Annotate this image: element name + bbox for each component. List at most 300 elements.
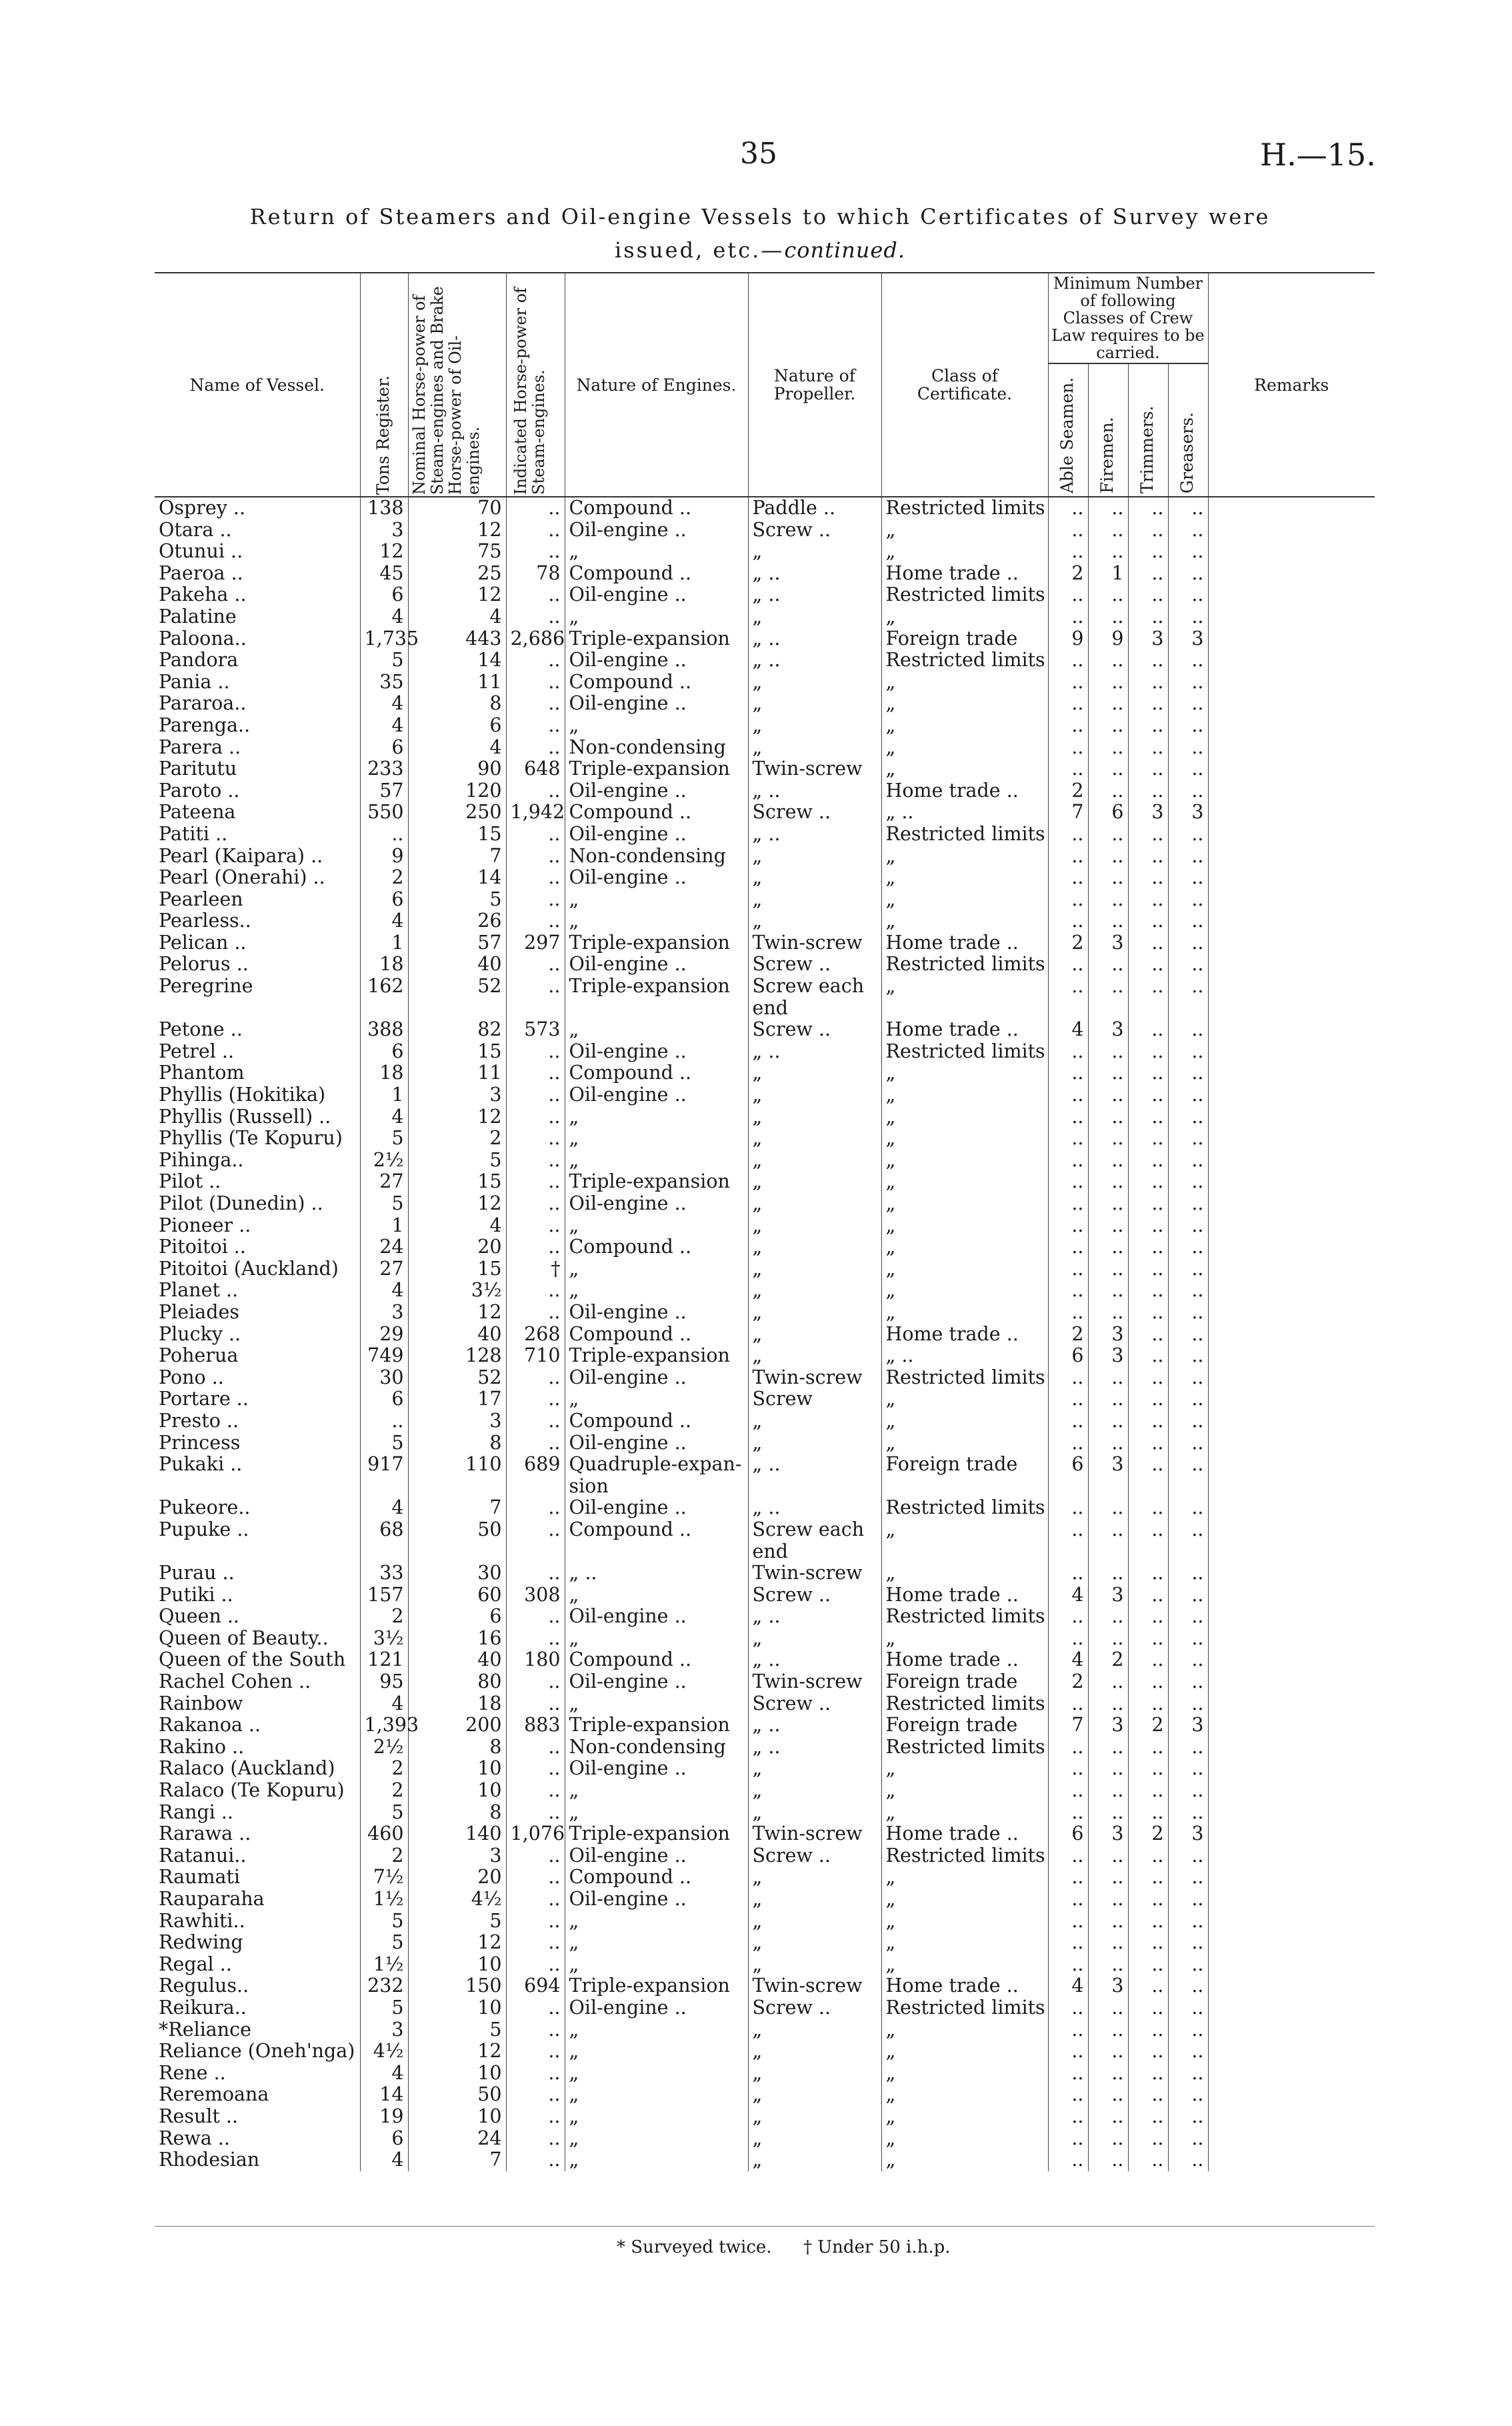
vessel-name-cell: Parenga..: [159, 714, 251, 736]
able-seamen-cell: 7: [1048, 802, 1088, 824]
tons-register-cell: 30: [360, 1367, 408, 1389]
remarks-cell: [1208, 1258, 1375, 1280]
col-header-nominal-hp-text: Nominal Horse-power of Steam-engines and Brake Horse-power of Oil-engines.: [409, 286, 483, 495]
nature-of-engines-cell: Triple-expansion: [565, 1975, 748, 1997]
firemen-cell: ..: [1088, 846, 1128, 868]
nature-of-engines-cell: Oil-engine ..: [565, 1367, 748, 1389]
class-of-certificate-cell: Home trade ..: [881, 780, 1048, 802]
table-row: [155, 1562, 1375, 1584]
greasers-cell: ..: [1168, 1975, 1208, 1997]
nominal-hp-cell: 200: [408, 1714, 506, 1736]
remarks-cell: [1208, 1997, 1375, 2019]
vessel-name-cell: Poherua: [159, 1344, 239, 1367]
nature-of-propeller-cell: „: [748, 1911, 881, 1933]
nature-of-engines-cell: „: [565, 1693, 748, 1715]
table-row: [155, 1693, 1375, 1715]
remarks-cell: [1208, 519, 1375, 541]
nature-of-engines-cell: Compound ..: [565, 497, 748, 519]
trimmers-cell: ..: [1128, 1215, 1168, 1237]
class-of-certificate-cell: „: [881, 2106, 1048, 2128]
col-header-able-seamen: [1048, 363, 1088, 497]
nature-of-propeller-cell: „: [748, 867, 881, 889]
col-header-indicated-hp: [506, 273, 565, 497]
nature-of-engines-cell: „: [565, 2106, 748, 2128]
firemen-cell: ..: [1088, 2084, 1128, 2106]
indicated-hp-cell: ..: [506, 1041, 565, 1063]
table-body: [155, 497, 1375, 2171]
table-row: [155, 672, 1375, 694]
remarks-cell: [1208, 1519, 1375, 1541]
remarks-cell: [1208, 737, 1375, 759]
firemen-cell: ..: [1088, 1128, 1128, 1150]
nature-of-engines-cell: Triple-expansion: [565, 1171, 748, 1193]
class-of-certificate-cell: „: [881, 672, 1048, 694]
greasers-cell: ..: [1168, 1367, 1208, 1389]
able-seamen-cell: ..: [1048, 672, 1088, 694]
remarks-cell: [1208, 780, 1375, 802]
nature-of-engines-cell: Oil-engine ..: [565, 867, 748, 889]
nature-of-propeller-cell: „: [748, 1324, 881, 1346]
trimmers-cell: ..: [1128, 1975, 1168, 1997]
firemen-cell: ..: [1088, 1997, 1128, 2019]
table-row: [155, 1432, 1375, 1454]
nominal-hp-cell: 6: [408, 1606, 506, 1628]
table-row: [155, 1649, 1375, 1671]
remarks-cell: [1208, 1823, 1375, 1845]
remarks-cell: [1208, 1845, 1375, 1867]
indicated-hp-cell: 1,076: [506, 1823, 565, 1845]
nominal-hp-cell: 75: [408, 541, 506, 563]
nature-of-engines-cell: Oil-engine ..: [565, 1497, 748, 1519]
table-row: [155, 1302, 1375, 1324]
nature-of-propeller-cell: „: [748, 1889, 881, 1911]
greasers-cell: ..: [1168, 1736, 1208, 1758]
nominal-hp-cell: 10: [408, 1780, 506, 1802]
nature-of-engines-cell: „: [565, 910, 748, 932]
vessel-name-cell: Rainbow: [159, 1692, 243, 1714]
class-of-certificate-cell: „: [881, 1062, 1048, 1084]
nature-of-propeller-cell: „: [748, 910, 881, 932]
able-seamen-cell: ..: [1048, 1215, 1088, 1237]
nature-of-propeller-cell: „: [748, 2149, 881, 2171]
trimmers-cell: ..: [1128, 2149, 1168, 2171]
trimmers-cell: ..: [1128, 1997, 1168, 2019]
indicated-hp-cell: ..: [506, 541, 565, 563]
class-of-certificate-cell: „: [881, 1388, 1048, 1410]
tons-register-cell: 5: [360, 650, 408, 672]
greasers-cell: ..: [1168, 1084, 1208, 1106]
trimmers-cell: [1128, 1541, 1168, 1563]
vessel-name-cell: *Reliance: [159, 2018, 251, 2041]
class-of-certificate-cell: „: [881, 1780, 1048, 1802]
nature-of-propeller-cell: „ ..: [748, 1606, 881, 1628]
nominal-hp-cell: 8: [408, 1432, 506, 1454]
able-seamen-cell: ..: [1048, 2084, 1088, 2106]
able-seamen-cell: [1048, 998, 1088, 1020]
firemen-cell: ..: [1088, 1280, 1128, 1302]
indicated-hp-cell: †: [506, 1258, 565, 1280]
nominal-hp-cell: 7: [408, 2149, 506, 2171]
firemen-cell: ..: [1088, 1867, 1128, 1889]
trimmers-cell: ..: [1128, 1454, 1168, 1476]
remarks-cell: [1208, 1128, 1375, 1150]
table-row: [155, 780, 1375, 802]
remarks-cell: [1208, 2084, 1375, 2106]
nature-of-propeller-cell: „: [748, 1932, 881, 1954]
tons-register-cell: 68: [360, 1519, 408, 1541]
nature-of-engines-cell: Oil-engine ..: [565, 650, 748, 672]
nominal-hp-cell: 3½: [408, 1280, 506, 1302]
tons-register-cell: 95: [360, 1671, 408, 1693]
nature-of-engines-cell: Oil-engine ..: [565, 1671, 748, 1693]
trimmers-cell: ..: [1128, 2106, 1168, 2128]
trimmers-cell: ..: [1128, 563, 1168, 585]
table-row: [155, 1867, 1375, 1889]
greasers-cell: 3: [1168, 1714, 1208, 1736]
greasers-cell: ..: [1168, 1649, 1208, 1671]
tons-register-cell: [360, 1541, 408, 1563]
nature-of-propeller-cell: „ ..: [748, 1736, 881, 1758]
indicated-hp-cell: ..: [506, 1410, 565, 1432]
remarks-cell: [1208, 1714, 1375, 1736]
firemen-cell: [1088, 1541, 1128, 1563]
nature-of-propeller-cell: Screw ..: [748, 1019, 881, 1041]
nominal-hp-cell: 10: [408, 1997, 506, 2019]
firemen-cell: 2: [1088, 1649, 1128, 1671]
vessel-name-cell: Rakino ..: [159, 1735, 245, 1758]
trimmers-cell: ..: [1128, 867, 1168, 889]
nominal-hp-cell: 50: [408, 2084, 506, 2106]
tons-register-cell: 917: [360, 1454, 408, 1476]
class-of-certificate-cell: Restricted limits: [881, 1736, 1048, 1758]
trimmers-cell: ..: [1128, 910, 1168, 932]
trimmers-cell: 2: [1128, 1823, 1168, 1845]
nominal-hp-cell: 4½: [408, 1889, 506, 1911]
indicated-hp-cell: [506, 1541, 565, 1563]
tons-register-cell: 138: [360, 497, 408, 519]
able-seamen-cell: ..: [1048, 1302, 1088, 1324]
nature-of-propeller-cell: „ ..: [748, 628, 881, 650]
nature-of-engines-cell: „: [565, 2084, 748, 2106]
remarks-cell: [1208, 1345, 1375, 1367]
indicated-hp-cell: 710: [506, 1345, 565, 1367]
remarks-cell: [1208, 2041, 1375, 2063]
able-seamen-cell: ..: [1048, 954, 1088, 976]
vessel-name-cell: Paroto ..: [159, 779, 240, 802]
class-of-certificate-cell: „: [881, 2041, 1048, 2063]
remarks-cell: [1208, 1106, 1375, 1128]
greasers-cell: ..: [1168, 497, 1208, 519]
indicated-hp-cell: 297: [506, 932, 565, 954]
greasers-cell: 3: [1168, 802, 1208, 824]
greasers-cell: ..: [1168, 1693, 1208, 1715]
trimmers-cell: ..: [1128, 1367, 1168, 1389]
able-seamen-cell: ..: [1048, 976, 1088, 998]
trimmers-cell: 3: [1128, 628, 1168, 650]
tons-register-cell: 7½: [360, 1867, 408, 1889]
able-seamen-cell: ..: [1048, 1628, 1088, 1650]
indicated-hp-cell: ..: [506, 1562, 565, 1584]
remarks-cell: [1208, 628, 1375, 650]
tons-register-cell: 6: [360, 889, 408, 911]
nominal-hp-cell: 5: [408, 889, 506, 911]
trimmers-cell: ..: [1128, 584, 1168, 606]
firemen-cell: 3: [1088, 1324, 1128, 1346]
class-of-certificate-cell: „: [881, 1193, 1048, 1215]
footer-rule: [155, 2226, 1375, 2227]
nature-of-engines-cell: Oil-engine ..: [565, 954, 748, 976]
class-of-certificate-cell: „: [881, 867, 1048, 889]
nature-of-propeller-cell: „: [748, 2063, 881, 2085]
greasers-cell: ..: [1168, 1388, 1208, 1410]
class-of-certificate-cell: Restricted limits: [881, 1845, 1048, 1867]
indicated-hp-cell: ..: [506, 693, 565, 715]
able-seamen-cell: ..: [1048, 1519, 1088, 1541]
indicated-hp-cell: 648: [506, 758, 565, 780]
remarks-cell: [1208, 1671, 1375, 1693]
firemen-cell: ..: [1088, 541, 1128, 563]
trimmers-cell: ..: [1128, 758, 1168, 780]
firemen-cell: 3: [1088, 1019, 1128, 1041]
table-row: [155, 2149, 1375, 2171]
class-of-certificate-cell: „ ..: [881, 1345, 1048, 1367]
nominal-hp-cell: 52: [408, 1367, 506, 1389]
class-of-certificate-cell: Restricted limits: [881, 824, 1048, 846]
firemen-cell: ..: [1088, 910, 1128, 932]
class-of-certificate-cell: „: [881, 1802, 1048, 1824]
nature-of-propeller-cell: [748, 1476, 881, 1498]
class-of-certificate-cell: Home trade ..: [881, 1019, 1048, 1041]
nominal-hp-cell: 7: [408, 846, 506, 868]
nominal-hp-cell: 12: [408, 519, 506, 541]
firemen-cell: ..: [1088, 1932, 1128, 1954]
vessels-table: [155, 272, 1375, 2171]
firemen-cell: ..: [1088, 737, 1128, 759]
tons-register-cell: 9: [360, 846, 408, 868]
nominal-hp-cell: 70: [408, 497, 506, 519]
nominal-hp-cell: 26: [408, 910, 506, 932]
indicated-hp-cell: ..: [506, 1084, 565, 1106]
table-row: [155, 846, 1375, 868]
greasers-cell: ..: [1168, 1671, 1208, 1693]
trimmers-cell: ..: [1128, 1128, 1168, 1150]
table-row: [155, 1454, 1375, 1476]
tons-register-cell: 24: [360, 1236, 408, 1258]
trimmers-cell: ..: [1128, 1606, 1168, 1628]
nature-of-engines-cell: Triple-expansion: [565, 976, 748, 998]
remarks-cell: [1208, 1975, 1375, 1997]
nature-of-engines-cell: Oil-engine ..: [565, 519, 748, 541]
trimmers-cell: 2: [1128, 1714, 1168, 1736]
firemen-cell: ..: [1088, 1606, 1128, 1628]
nature-of-engines-cell: Oil-engine ..: [565, 1997, 748, 2019]
indicated-hp-cell: ..: [506, 1671, 565, 1693]
vessel-name-cell: Pilot (Dunedin) ..: [159, 1192, 323, 1214]
firemen-cell: ..: [1088, 715, 1128, 737]
able-seamen-cell: ..: [1048, 2149, 1088, 2171]
able-seamen-cell: ..: [1048, 1997, 1088, 2019]
nominal-hp-cell: 30: [408, 1562, 506, 1584]
class-of-certificate-cell: „: [881, 1889, 1048, 1911]
nominal-hp-cell: 10: [408, 2106, 506, 2128]
greasers-cell: ..: [1168, 1997, 1208, 2019]
vessel-name-cell: Phyllis (Te Kopuru): [159, 1127, 343, 1150]
tons-register-cell: 3: [360, 1302, 408, 1324]
nature-of-propeller-cell: Screw each: [748, 976, 881, 998]
table-row: [155, 1258, 1375, 1280]
able-seamen-cell: 2: [1048, 1671, 1088, 1693]
greasers-cell: ..: [1168, 1193, 1208, 1215]
greasers-cell: ..: [1168, 519, 1208, 541]
class-of-certificate-cell: Home trade ..: [881, 1649, 1048, 1671]
greasers-cell: ..: [1168, 780, 1208, 802]
tons-register-cell: 12: [360, 541, 408, 563]
nature-of-engines-cell: Oil-engine ..: [565, 1758, 748, 1780]
firemen-cell: ..: [1088, 519, 1128, 541]
class-of-certificate-cell: Foreign trade: [881, 1454, 1048, 1476]
greasers-cell: ..: [1168, 867, 1208, 889]
report-code: H.—15.: [1260, 137, 1376, 173]
able-seamen-cell: ..: [1048, 1236, 1088, 1258]
nominal-hp-cell: 6: [408, 715, 506, 737]
nature-of-engines-cell: [565, 998, 748, 1020]
class-of-certificate-cell: Restricted limits: [881, 584, 1048, 606]
tons-register-cell: 5: [360, 1997, 408, 2019]
vessel-name-cell: Pearl (Kaipara) ..: [159, 844, 323, 867]
able-seamen-cell: ..: [1048, 2041, 1088, 2063]
nature-of-engines-cell: sion: [565, 1476, 748, 1498]
vessel-name-cell: Result ..: [159, 2105, 239, 2127]
trimmers-cell: ..: [1128, 1106, 1168, 1128]
greasers-cell: ..: [1168, 1497, 1208, 1519]
vessel-name-cell: Palatine: [159, 605, 237, 628]
nominal-hp-cell: [408, 998, 506, 1020]
able-seamen-cell: ..: [1048, 1410, 1088, 1432]
trimmers-cell: ..: [1128, 1649, 1168, 1671]
vessel-name-cell: Ratanui..: [159, 1844, 247, 1867]
class-of-certificate-cell: „: [881, 715, 1048, 737]
trimmers-cell: ..: [1128, 606, 1168, 628]
remarks-cell: [1208, 1606, 1375, 1628]
greasers-cell: ..: [1168, 563, 1208, 585]
trimmers-cell: ..: [1128, 693, 1168, 715]
indicated-hp-cell: ..: [506, 1997, 565, 2019]
nominal-hp-cell: 50: [408, 1519, 506, 1541]
nature-of-engines-cell: Triple-expansion: [565, 932, 748, 954]
indicated-hp-cell: ..: [506, 1193, 565, 1215]
class-of-certificate-cell: Restricted limits: [881, 497, 1048, 519]
nominal-hp-cell: 40: [408, 954, 506, 976]
able-seamen-cell: ..: [1048, 1171, 1088, 1193]
remarks-cell: [1208, 1889, 1375, 1911]
greasers-cell: [1168, 1476, 1208, 1498]
vessel-name-cell: Pakeha ..: [159, 583, 247, 606]
nature-of-engines-cell: „: [565, 889, 748, 911]
firemen-cell: 3: [1088, 932, 1128, 954]
tons-register-cell: 6: [360, 737, 408, 759]
nature-of-engines-cell: Oil-engine ..: [565, 693, 748, 715]
nominal-hp-cell: 10: [408, 2063, 506, 2085]
greasers-cell: ..: [1168, 2041, 1208, 2063]
firemen-cell: ..: [1088, 2106, 1128, 2128]
class-of-certificate-cell: Restricted limits: [881, 1497, 1048, 1519]
vessel-name-cell: Regulus..: [159, 1975, 249, 1997]
remarks-cell: [1208, 584, 1375, 606]
trimmers-cell: ..: [1128, 1867, 1168, 1889]
greasers-cell: ..: [1168, 1519, 1208, 1541]
nature-of-propeller-cell: „: [748, 1193, 881, 1215]
nature-of-engines-cell: Compound ..: [565, 1324, 748, 1346]
nature-of-propeller-cell: „ ..: [748, 824, 881, 846]
indicated-hp-cell: 689: [506, 1454, 565, 1476]
nominal-hp-cell: 12: [408, 1193, 506, 1215]
nominal-hp-cell: 7: [408, 1497, 506, 1519]
able-seamen-cell: ..: [1048, 519, 1088, 541]
vessel-name-cell: Regal ..: [159, 1953, 232, 1975]
nature-of-engines-cell: Oil-engine ..: [565, 780, 748, 802]
trimmers-cell: ..: [1128, 1758, 1168, 1780]
indicated-hp-cell: [506, 1476, 565, 1498]
indicated-hp-cell: ..: [506, 1280, 565, 1302]
nature-of-propeller-cell: „: [748, 1302, 881, 1324]
able-seamen-cell: 2: [1048, 780, 1088, 802]
greasers-cell: ..: [1168, 1215, 1208, 1237]
remarks-cell: [1208, 1736, 1375, 1758]
indicated-hp-cell: ..: [506, 954, 565, 976]
trimmers-cell: ..: [1128, 1280, 1168, 1302]
tons-register-cell: 5: [360, 1802, 408, 1824]
indicated-hp-cell: 2,686: [506, 628, 565, 650]
able-seamen-cell: ..: [1048, 1802, 1088, 1824]
table-row: [155, 1084, 1375, 1106]
remarks-cell: [1208, 802, 1375, 824]
indicated-hp-cell: ..: [506, 650, 565, 672]
greasers-cell: ..: [1168, 1562, 1208, 1584]
nature-of-engines-cell: „: [565, 1780, 748, 1802]
vessel-name-cell: Pearleen: [159, 888, 243, 910]
table-row: [155, 1736, 1375, 1758]
remarks-cell: [1208, 1280, 1375, 1302]
nature-of-propeller-cell: „: [748, 1802, 881, 1824]
indicated-hp-cell: ..: [506, 1845, 565, 1867]
greasers-cell: ..: [1168, 758, 1208, 780]
vessel-name-cell: Putiki ..: [159, 1583, 233, 1606]
tons-register-cell: [360, 1476, 408, 1498]
able-seamen-cell: ..: [1048, 1280, 1088, 1302]
table-row: [155, 1975, 1375, 1997]
class-of-certificate-cell: „: [881, 976, 1048, 998]
class-of-certificate-cell: „: [881, 758, 1048, 780]
table-row: [155, 1150, 1375, 1172]
tons-register-cell: 19: [360, 2106, 408, 2128]
class-of-certificate-cell: „: [881, 1628, 1048, 1650]
tons-register-cell: 5: [360, 1911, 408, 1933]
able-seamen-cell: ..: [1048, 497, 1088, 519]
nominal-hp-cell: 25: [408, 563, 506, 585]
tons-register-cell: 2½: [360, 1150, 408, 1172]
tons-register-cell: 29: [360, 1324, 408, 1346]
nature-of-propeller-cell: Screw ..: [748, 519, 881, 541]
trimmers-cell: ..: [1128, 1236, 1168, 1258]
able-seamen-cell: 2: [1048, 932, 1088, 954]
nature-of-engines-cell: Compound ..: [565, 1519, 748, 1541]
tons-register-cell: ..: [360, 1410, 408, 1432]
table-row: [155, 541, 1375, 563]
nature-of-propeller-cell: „: [748, 1758, 881, 1780]
greasers-cell: ..: [1168, 1889, 1208, 1911]
class-of-certificate-cell: „: [881, 2084, 1048, 2106]
firemen-cell: ..: [1088, 1302, 1128, 1324]
